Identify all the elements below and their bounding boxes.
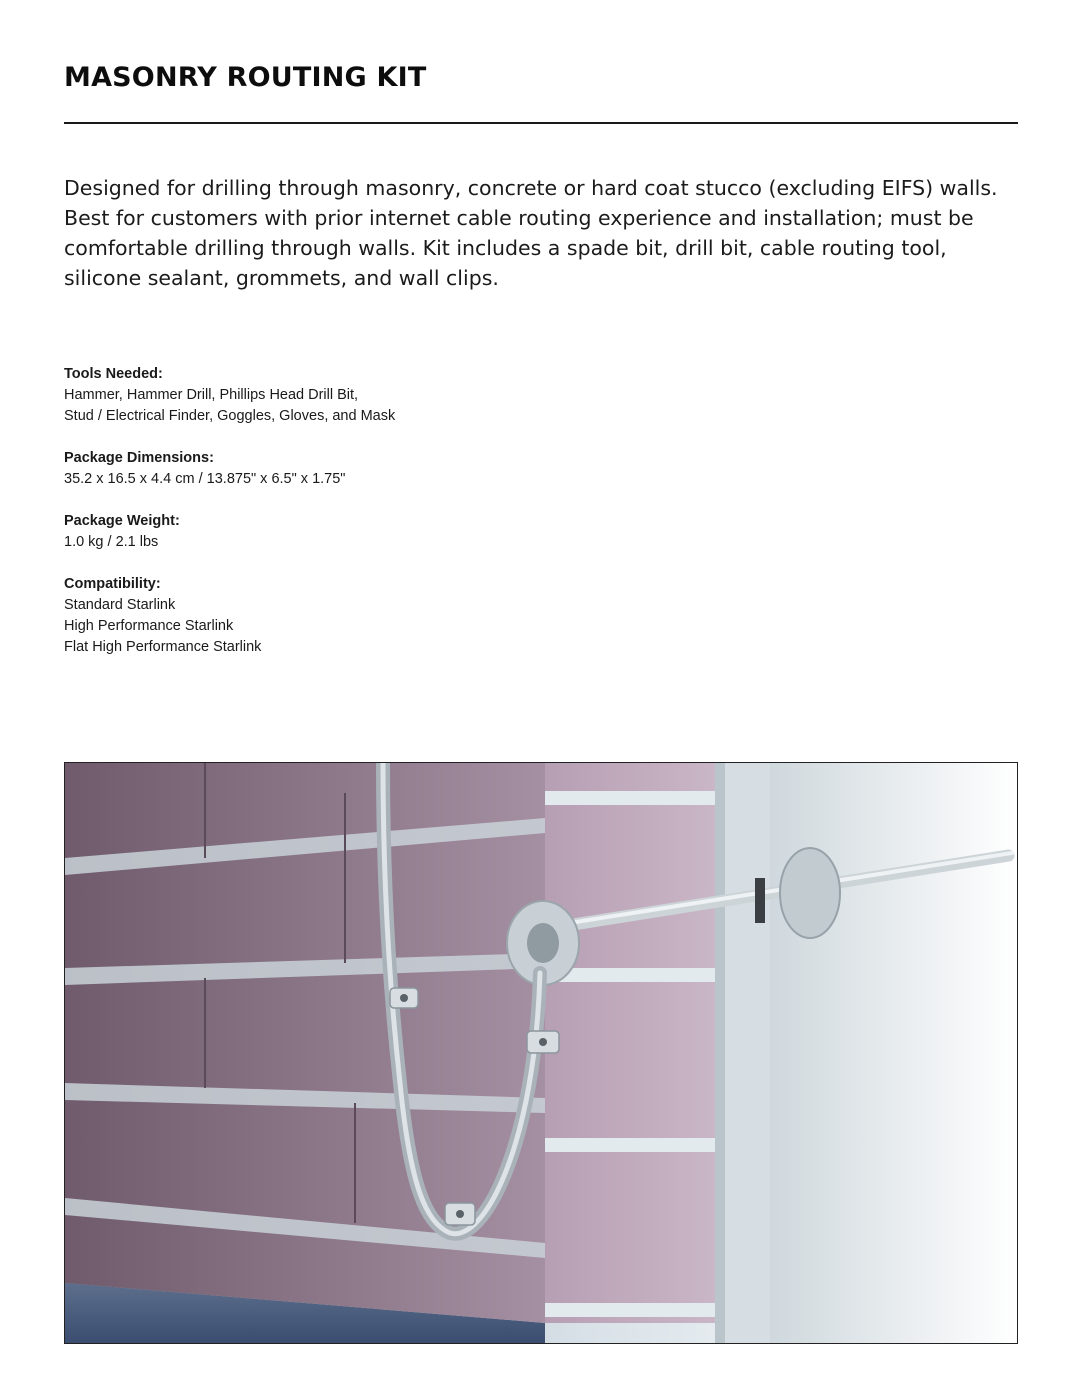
spec-compatibility-line: Flat High Performance Starlink (64, 639, 262, 655)
spec-weight-heading: Package Weight: (64, 513, 180, 529)
product-description: Designed for drilling through masonry, concrete or hard coat stucco (excluding EIFS) walls. Best for customers with prior internet cable routing experience and installation; must be comfortable drilling through walls. Kit includes a spade bit, drill bit, cable routing tool, silicone sealant, grommets, and wall clips. (64, 176, 998, 290)
wall-clip (390, 988, 418, 1008)
wall-sheathing (725, 763, 770, 1343)
spec-tools-line: Hammer, Hammer Drill, Phillips Head Drill Bit, (64, 387, 359, 403)
spec-dimensions-heading: Package Dimensions: (64, 450, 214, 466)
spec-tools-line: Stud / Electrical Finder, Goggles, Gloves, and Mask (64, 408, 396, 424)
spec-tools (64, 364, 664, 427)
spec-tools-heading: Tools Needed: (64, 366, 163, 382)
spec-list (64, 364, 664, 679)
page-title: MASONRY ROUTING KIT (64, 62, 427, 93)
spec-dimensions (64, 448, 664, 490)
spec-compatibility-heading: Compatibility: (64, 576, 161, 592)
wall-clip (527, 1031, 559, 1053)
spec-weight (64, 511, 664, 553)
spec-compatibility (64, 574, 664, 658)
brick-front-column (545, 763, 715, 1323)
spec-compatibility-line: High Performance Starlink (64, 618, 234, 634)
spec-dimensions-line: 35.2 x 16.5 x 4.4 cm / 13.875" x 6.5" x 1.75" (64, 471, 346, 487)
wall-cavity-edge (715, 763, 725, 1343)
wall-clip (445, 1203, 475, 1225)
illustration-svg (65, 763, 1017, 1343)
masonry-cable-illustration (64, 762, 1018, 1344)
spec-weight-line: 1.0 kg / 2.1 lbs (64, 534, 159, 550)
title-divider (64, 122, 1018, 124)
brick-side-wall (65, 763, 545, 1323)
spec-compatibility-line: Standard Starlink (64, 597, 176, 613)
